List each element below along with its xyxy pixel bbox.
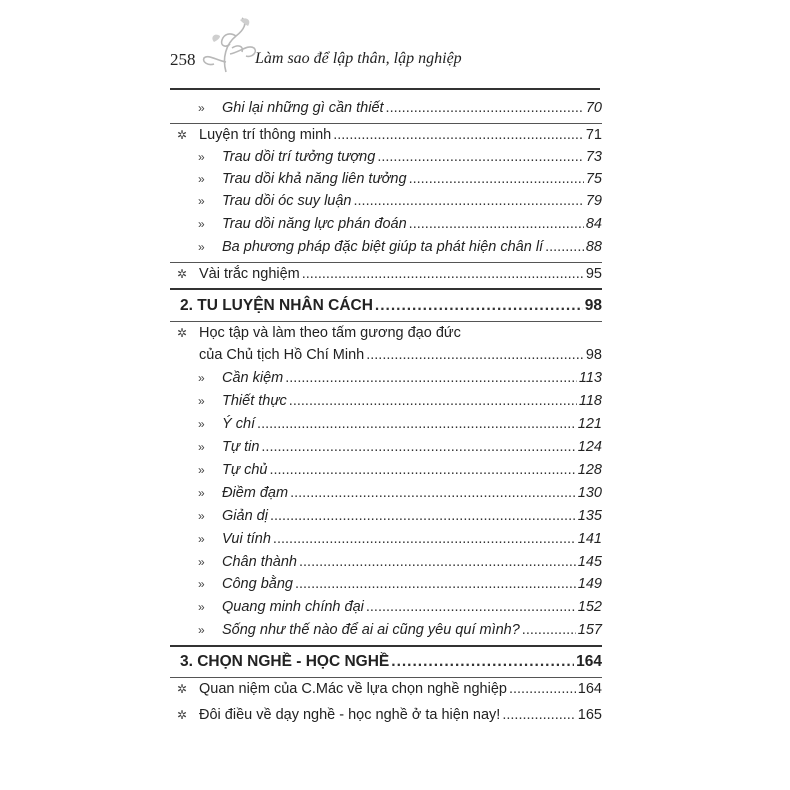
dot-leader — [270, 505, 576, 527]
toc-entry[interactable] — [198, 190, 602, 212]
chevron-marker-icon: » — [198, 509, 205, 523]
chevron-marker-icon: » — [198, 194, 205, 208]
toc-entry[interactable] — [198, 482, 602, 504]
dot-leader — [386, 97, 584, 119]
dot-leader — [295, 573, 576, 595]
running-title: Làm sao để lập thân, lập nghiệp — [255, 50, 462, 67]
toc-entry-title: Vui tính — [222, 531, 271, 547]
dot-leader — [269, 459, 575, 481]
toc-entry-title: Giản dị — [222, 508, 268, 524]
toc-entry-page: 152 — [577, 599, 602, 615]
toc-entry[interactable] — [198, 551, 602, 573]
toc-entry-title: Tự chủ — [222, 462, 268, 478]
toc-entry-title: Công bằng — [222, 576, 293, 592]
toc-entry-page: 141 — [577, 531, 602, 547]
toc-entry[interactable] — [198, 505, 602, 527]
chevron-marker-icon: » — [198, 463, 205, 477]
toc-entry-title: Điềm đạm — [222, 485, 289, 501]
toc-entry-page: 149 — [577, 576, 602, 592]
toc-entry-title: Học tập và làm theo tấm gương đạo đức — [199, 325, 461, 341]
toc-entry[interactable] — [198, 528, 602, 550]
toc-entry-title: Quan niệm của C.Mác về lựa chọn nghề nghiệp — [199, 681, 507, 697]
toc-entry-title: Quang minh chính đại — [222, 599, 364, 615]
toc-entry[interactable] — [198, 213, 602, 235]
dot-leader — [366, 596, 576, 618]
toc-entry[interactable] — [198, 436, 602, 458]
toc-entry-page: 71 — [585, 127, 602, 143]
dot-leader — [366, 344, 584, 366]
asterisk-marker-icon: ✲ — [177, 708, 188, 722]
toc-entry[interactable] — [198, 413, 602, 435]
chevron-marker-icon: » — [198, 486, 205, 500]
toc-entry[interactable] — [177, 704, 602, 726]
chevron-marker-icon: » — [198, 600, 205, 614]
chevron-marker-icon: » — [198, 101, 205, 115]
toc-entry-page: 70 — [585, 100, 602, 116]
toc-entry-page: 130 — [577, 485, 602, 501]
dot-leader — [522, 619, 576, 641]
toc-entry-first-line[interactable] — [177, 322, 602, 344]
toc-entry-page: 98 — [585, 347, 602, 363]
toc-entry-page: 121 — [577, 416, 602, 432]
toc-entry-title: của Chủ tịch Hồ Chí Minh — [199, 347, 365, 363]
toc-entry-title: Đôi điều về dạy nghề - học nghề ở ta hiện nay! — [199, 707, 501, 723]
toc-entry-title: Luyện trí thông minh — [199, 127, 332, 143]
toc-entry-page: 118 — [578, 393, 602, 409]
chevron-marker-icon: » — [198, 240, 205, 254]
toc-entry-page: 165 — [577, 707, 602, 723]
chevron-marker-icon: » — [198, 555, 205, 569]
chevron-marker-icon: » — [198, 217, 205, 231]
section-divider — [170, 288, 602, 290]
toc-entry[interactable] — [198, 236, 602, 258]
dot-leader — [545, 236, 584, 258]
dot-leader — [257, 413, 576, 435]
toc-entry-title: Vài trắc nghiệm — [199, 266, 300, 282]
toc-entry-page: 135 — [577, 508, 602, 524]
toc-entry[interactable] — [177, 263, 602, 285]
asterisk-marker-icon: ✲ — [177, 267, 188, 281]
toc-entry-page: 84 — [585, 216, 602, 232]
dot-leader — [302, 263, 584, 285]
dot-leader — [290, 482, 576, 504]
toc-entry-title: Chân thành — [222, 554, 297, 570]
toc-section-heading[interactable] — [180, 651, 602, 673]
chevron-marker-icon: » — [198, 394, 205, 408]
toc-entry-title: Tự tin — [222, 439, 260, 455]
toc-entry[interactable] — [198, 146, 602, 168]
toc-entry[interactable] — [198, 97, 602, 119]
toc-entry-page: 164 — [577, 681, 602, 697]
chevron-marker-icon: » — [198, 440, 205, 454]
asterisk-marker-icon: ✲ — [177, 128, 188, 142]
toc-entry[interactable] — [198, 573, 602, 595]
toc-section-heading[interactable] — [180, 295, 602, 317]
toc-entry-page: 88 — [585, 239, 602, 255]
dot-leader — [273, 528, 576, 550]
toc-entry-page: 113 — [578, 370, 602, 386]
toc-entry-page: 73 — [585, 149, 602, 165]
dot-leader — [333, 124, 584, 146]
section-page: 98 — [584, 297, 602, 314]
section-title: 3. CHỌN NGHỀ - HỌC NGHỀ — [180, 653, 390, 670]
toc-entry-title: Trau dồi năng lực phán đoán — [222, 216, 407, 232]
section-title: 2. TU LUYỆN NHÂN CÁCH — [180, 297, 373, 314]
chevron-marker-icon: » — [198, 532, 205, 546]
toc-entry[interactable] — [198, 459, 602, 481]
toc-entry-title: Sống như thế nào để ai ai cũng yêu quí mình? — [222, 622, 520, 638]
toc-entry-title: Ghi lại những gì cần thiết — [222, 100, 384, 116]
header-rule — [170, 88, 600, 90]
toc-entry-page: 79 — [585, 193, 602, 209]
toc-entry[interactable] — [198, 596, 602, 618]
dot-leader — [409, 213, 584, 235]
chevron-marker-icon: » — [198, 417, 205, 431]
chevron-marker-icon: » — [198, 150, 205, 164]
toc-entry-page: 95 — [585, 266, 602, 282]
dot-leader — [377, 146, 584, 168]
floral-ornament-icon — [196, 14, 260, 76]
dot-leader — [285, 367, 577, 389]
chevron-marker-icon: » — [198, 172, 205, 186]
toc-entry-title: Trau dồi óc suy luận — [222, 193, 352, 209]
chevron-marker-icon: » — [198, 371, 205, 385]
toc-entry[interactable] — [177, 678, 602, 700]
page-number: 258 — [170, 50, 196, 69]
toc-entry[interactable] — [198, 390, 602, 412]
toc-entry-page: 128 — [577, 462, 602, 478]
dot-leader — [289, 390, 577, 412]
dot-leader — [375, 295, 583, 317]
toc-entry[interactable] — [198, 619, 602, 641]
toc-entry-title: Trau dồi khả năng liên tưởng — [222, 171, 407, 187]
toc-entry-title: Ba phương pháp đặc biệt giúp ta phát hiện chân lí — [222, 239, 544, 255]
toc-entry[interactable] — [199, 344, 602, 366]
toc-entry-page: 75 — [585, 171, 602, 187]
dot-leader — [409, 168, 584, 190]
toc-entry-title: Cần kiệm — [222, 370, 284, 386]
toc-entry-page: 145 — [577, 554, 602, 570]
toc-entry[interactable] — [198, 367, 602, 389]
dot-leader — [502, 704, 575, 726]
dot-leader — [299, 551, 576, 573]
dot-leader — [354, 190, 584, 212]
toc-entry-page: 124 — [577, 439, 602, 455]
dot-leader — [391, 651, 574, 673]
dot-leader — [261, 436, 575, 458]
toc-entry-title: Trau dồi trí tưởng tượng — [222, 149, 376, 165]
section-divider — [170, 645, 602, 647]
chevron-marker-icon: » — [198, 623, 205, 637]
toc-entry-page: 157 — [577, 622, 602, 638]
toc-entry[interactable] — [198, 168, 602, 190]
toc-entry-title: Ý chí — [222, 416, 256, 432]
asterisk-marker-icon: ✲ — [177, 326, 188, 340]
dot-leader — [509, 678, 576, 700]
asterisk-marker-icon: ✲ — [177, 682, 188, 696]
toc-entry[interactable] — [177, 124, 602, 146]
chevron-marker-icon: » — [198, 577, 205, 591]
toc-entry-title: Thiết thực — [222, 393, 287, 409]
section-page: 164 — [576, 653, 602, 670]
